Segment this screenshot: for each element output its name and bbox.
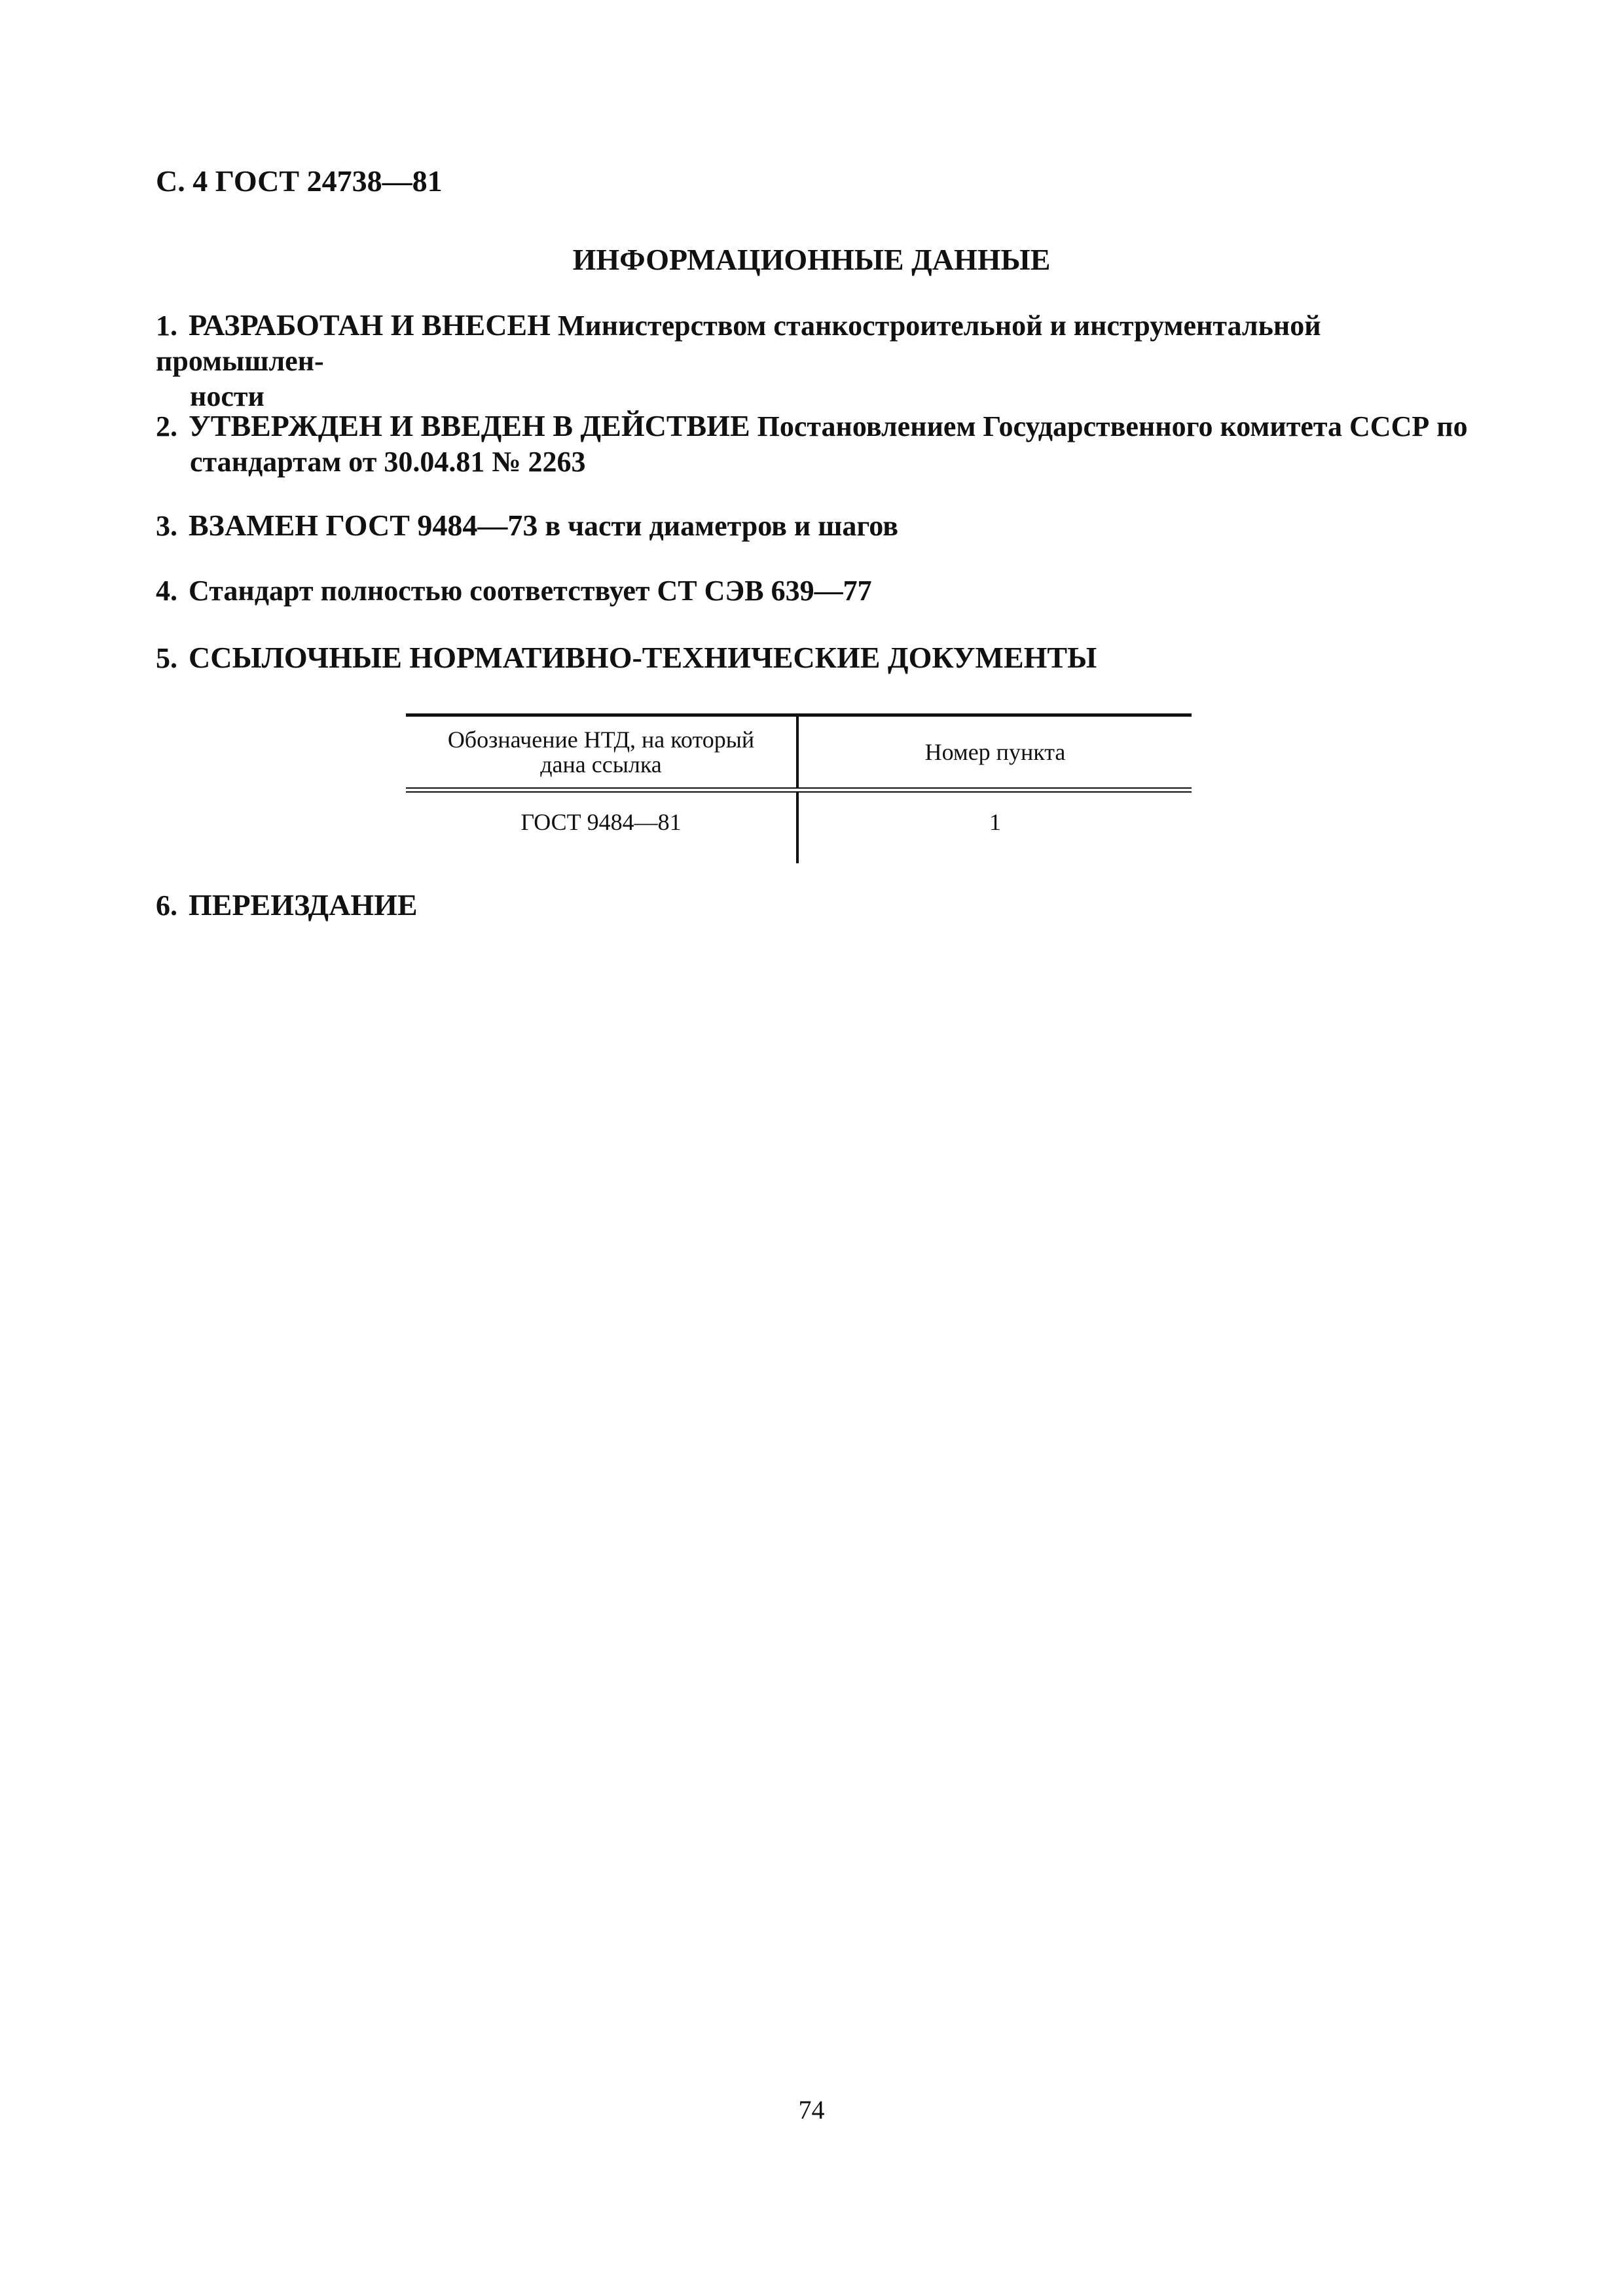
item-lead: ССЫЛОЧНЫЕ НОРМАТИВНО-ТЕХНИЧЕСКИЕ ДОКУМЕНТЫ bbox=[189, 641, 1097, 674]
item-number: 5. bbox=[156, 642, 177, 674]
item-number: 1. bbox=[156, 310, 177, 342]
info-item-2 bbox=[156, 408, 1472, 480]
info-item-1 bbox=[156, 308, 1472, 414]
table-header-cell: Обозначение НТД, на который дана ссылка bbox=[406, 717, 799, 787]
item-lead: УТВЕРЖДЕН И ВВЕДЕН В ДЕЙСТВИЕ bbox=[189, 409, 750, 442]
running-head: С. 4 ГОСТ 24738—81 bbox=[156, 164, 443, 198]
item-number: 6. bbox=[156, 889, 177, 922]
table-header-row bbox=[406, 717, 1192, 787]
page-title: ИНФОРМАЦИОННЫЕ ДАННЫЕ bbox=[572, 243, 1051, 276]
info-item-5 bbox=[156, 640, 1472, 676]
table-header-cell: Номер пункта bbox=[924, 739, 1066, 765]
item-text: Стандарт полностью соответствует СТ СЭВ 639—77 bbox=[189, 575, 872, 607]
item-lead: ВЗАМЕН ГОСТ 9484—73 bbox=[189, 509, 538, 542]
table-cell: 1 bbox=[989, 809, 1001, 835]
item-lead: ПЕРЕИЗДАНИЕ bbox=[189, 888, 418, 922]
info-item-4 bbox=[156, 573, 1472, 609]
reference-documents-table bbox=[406, 713, 1192, 863]
item-continuation: стандартам от 30.04.81 № 2263 bbox=[190, 446, 586, 478]
item-number: 3. bbox=[156, 510, 177, 542]
item-number: 4. bbox=[156, 575, 177, 607]
info-item-6 bbox=[156, 888, 1472, 924]
info-item-3 bbox=[156, 508, 1472, 544]
item-text: в части диаметров и шагов bbox=[538, 510, 898, 542]
table-header-divider bbox=[406, 787, 1192, 793]
table-row bbox=[406, 793, 1192, 863]
item-text: Министерством станкостроительной и инструментальной промышлен- bbox=[156, 310, 1321, 377]
item-lead: РАЗРАБОТАН И ВНЕСЕН bbox=[189, 308, 551, 342]
page-number: 74 bbox=[798, 2095, 825, 2125]
item-number: 2. bbox=[156, 410, 177, 442]
table-cell: ГОСТ 9484—81 bbox=[406, 793, 799, 863]
item-continuation: ности bbox=[190, 380, 264, 412]
item-text: Постановлением Государственного комитета СССР по bbox=[750, 410, 1468, 442]
